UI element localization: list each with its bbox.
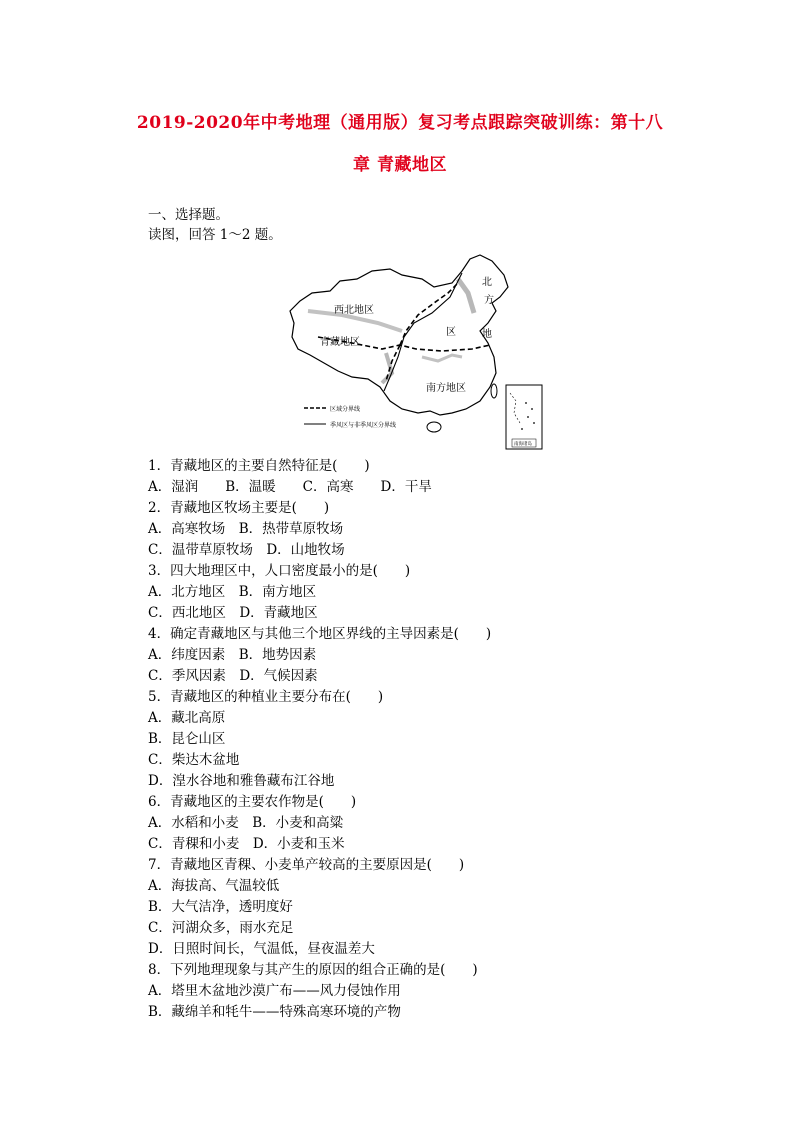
instruction-text: 读图，回答 1～2 题。	[148, 227, 282, 243]
document-title-line-1: 2019-2020年中考地理（通用版）复习考点跟踪突破训练：第十八	[136, 113, 664, 133]
option-line: A．藏北高原	[148, 710, 226, 726]
legend-region-label: 区域分界线	[330, 406, 361, 413]
option-line: A．水稻和小麦 B．小麦和高粱	[148, 815, 344, 831]
section-heading: 一、选择题。	[148, 207, 229, 223]
label-south: 南方地区	[426, 383, 466, 394]
question-line: 4．确定青藏地区与其他三个地区界线的主导因素是( )	[148, 626, 492, 642]
taiwan-island	[491, 384, 497, 398]
question-line: 7．青藏地区青稞、小麦单产较高的主要原因是( )	[148, 857, 465, 873]
option-line: D．日照时间长，气温低，昼夜温差大	[148, 941, 375, 957]
question-line: 8．下列地理现象与其产生的原因的组合正确的是( )	[148, 962, 478, 978]
label-north-2: 方	[484, 295, 494, 306]
map-figure	[282, 253, 552, 453]
china-outline	[290, 255, 508, 415]
question-line: 6．青藏地区的主要农作物是( )	[148, 794, 357, 810]
option-line: A．高寒牧场 B．热带草原牧场	[148, 521, 344, 537]
question-line: 5．青藏地区的种植业主要分布在( )	[148, 689, 384, 705]
question-line: 3．四大地理区中，人口密度最小的是( )	[148, 563, 411, 579]
option-line: B．昆仑山区	[148, 731, 226, 747]
option-line: C．季风因素 D．气候因素	[148, 668, 318, 684]
legend-monsoon-label: 季风区与非季风区分界线	[330, 422, 397, 429]
option-line: C．河湖众多，雨水充足	[148, 920, 294, 936]
label-north-4: 区	[446, 327, 456, 338]
option-line: A．塔里木盆地沙漠广布——风力侵蚀作用	[148, 983, 401, 999]
option-line: B．藏绵羊和牦牛——特殊高寒环境的产物	[148, 1004, 401, 1020]
option-line: A．海拔高、气温较低	[148, 878, 280, 894]
option-line: A．湿润 B．温暖 C．高寒 D．干旱	[148, 479, 432, 495]
option-line: C．柴达木盆地	[148, 752, 240, 768]
inset-label: 南海诸岛	[514, 442, 532, 447]
option-line: C．温带草原牧场 D．山地牧场	[148, 542, 345, 558]
label-northwest: 西北地区	[334, 305, 374, 316]
label-north-3: 地	[482, 329, 492, 340]
option-line: A．北方地区 B．南方地区	[148, 584, 317, 600]
china-regions-map	[282, 253, 552, 453]
option-line: C．青稞和小麦 D．小麦和玉米	[148, 836, 345, 852]
document-title-line-2: 章 青藏地区	[353, 155, 447, 175]
question-line: 1．青藏地区的主要自然特征是( )	[148, 458, 370, 474]
option-line: D．湟水谷地和雅鲁藏布江谷地	[148, 773, 335, 789]
question-line: 2．青藏地区牧场主要是( )	[148, 500, 330, 516]
option-line: B．大气洁净，透明度好	[148, 899, 293, 915]
option-line: A．纬度因素 B．地势因素	[148, 647, 317, 663]
label-north-1: 北	[482, 277, 492, 288]
hainan-island	[427, 422, 441, 432]
label-qingzang: 青藏地区	[320, 337, 360, 348]
option-line: C．西北地区 D．青藏地区	[148, 605, 318, 621]
